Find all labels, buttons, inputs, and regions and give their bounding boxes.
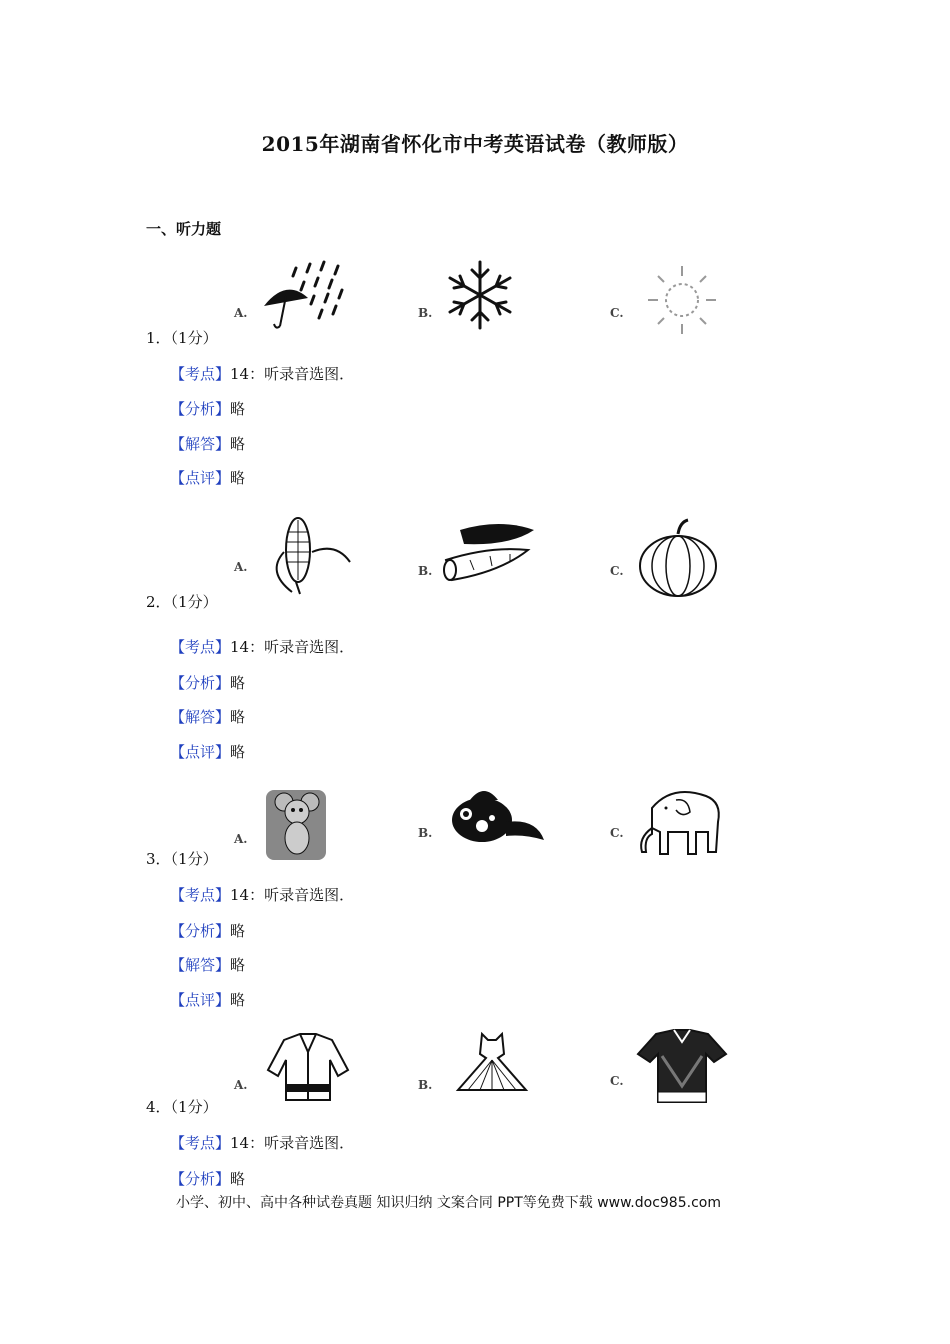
- page-footer: 小学、初中、高中各种试卷真题 知识归纳 文案合同 PPT等免费下载 www.doc985.com: [176, 1195, 721, 1211]
- document-title: 2015年湖南省怀化市中考英语试卷（教师版）: [261, 132, 689, 156]
- sun-icon: [632, 258, 722, 338]
- q3-option-a: A.: [234, 784, 354, 874]
- jieda-row: 【解答】略: [170, 435, 246, 453]
- fenxi-row: 【分析】略: [170, 674, 246, 692]
- carrot-icon: [440, 516, 540, 591]
- q4-option-b: B.: [418, 1030, 538, 1120]
- fenxi-row: 【分析】略: [170, 400, 246, 418]
- jieda-row: 【解答】略: [170, 956, 246, 974]
- q1-option-b: B.: [418, 258, 538, 348]
- jieda-row: 【解答】略: [170, 708, 246, 726]
- dianping-row: 【点评】略: [170, 469, 246, 487]
- fish-icon: [440, 778, 550, 858]
- dianping-row: 【点评】略: [170, 743, 246, 761]
- koala-icon: [256, 784, 346, 864]
- q2-option-b: B.: [418, 516, 538, 606]
- q1-option-a: A.: [234, 258, 354, 348]
- dianping-row: 【点评】略: [170, 991, 246, 1009]
- q2-option-c: C.: [610, 516, 730, 606]
- q4-option-a: A.: [234, 1030, 354, 1120]
- dress-icon: [440, 1030, 540, 1100]
- question-number: 2．（1分）: [146, 593, 218, 611]
- q3-option-c: C.: [610, 778, 730, 868]
- kaodian-row: 【考点】14：听录音选图．: [170, 886, 355, 904]
- elephant-icon: [632, 778, 732, 863]
- q1-option-c: C.: [610, 258, 730, 348]
- kaodian-row: 【考点】14：听录音选图．: [170, 1134, 355, 1152]
- jacket-icon: [256, 1030, 356, 1110]
- tshirt-icon: [632, 1026, 732, 1111]
- pumpkin-icon: [632, 516, 722, 601]
- section-heading: 一、听力题: [146, 220, 222, 238]
- q2-option-a: A.: [234, 512, 354, 602]
- umbrella-rain-icon: [256, 258, 346, 338]
- kaodian-row: 【考点】14：听录音选图．: [170, 638, 355, 656]
- kaodian-row: 【考点】14：听录音选图．: [170, 365, 355, 383]
- q3-option-b: B.: [418, 778, 538, 868]
- q4-option-c: C.: [610, 1026, 730, 1116]
- fenxi-row: 【分析】略: [170, 922, 246, 940]
- snowflake-icon: [440, 258, 520, 338]
- question-number: 1．（1分）: [146, 329, 218, 347]
- question-number: 3．（1分）: [146, 850, 218, 868]
- corn-icon: [256, 512, 356, 597]
- question-number: 4．（1分）: [146, 1098, 218, 1116]
- fenxi-row: 【分析】略: [170, 1170, 246, 1188]
